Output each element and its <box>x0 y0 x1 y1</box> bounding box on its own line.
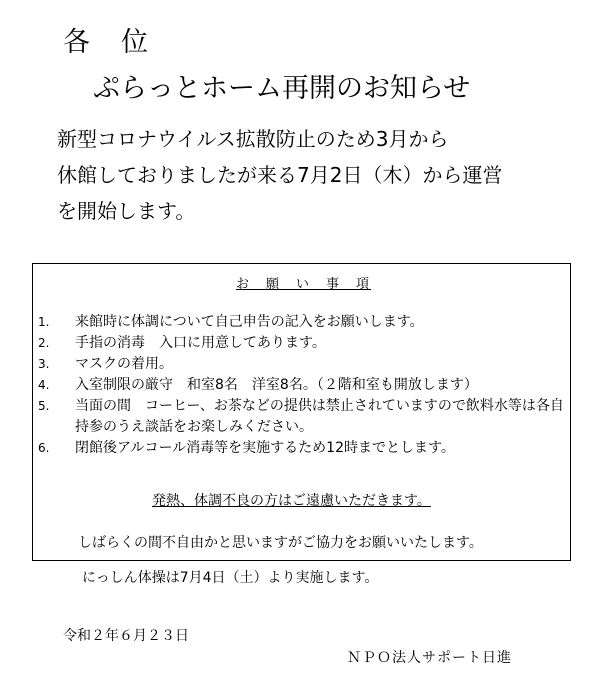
notice-heading: お 願 い 事 項 <box>236 277 372 292</box>
item-number: 1. <box>38 315 50 329</box>
item-text: 来館時に体調について自己申告の記入をお願いします。 <box>75 314 424 330</box>
intro-line: 休館しておりましたが来る7月2日（木）から運営 <box>57 163 503 187</box>
page-title: ぷらっとホーム再開のお知らせ <box>93 73 471 104</box>
request-item <box>38 354 578 375</box>
item-text: 閉館後アルコール消毒等を実施するため12時までとします。 <box>75 440 455 456</box>
health-warning: 発熱、体調不良の方はご遠慮いただきます。 <box>152 493 431 509</box>
exercise-notice: にっしん体操は7月4日（土）より実施します。 <box>82 570 379 586</box>
item-number: 2. <box>38 336 50 350</box>
item-text: マスクの着用。 <box>75 356 173 372</box>
item-text: 当面の間 コーヒー、お茶などの提供は禁止されていますので飲料水等は各自持参のうえ談話をお楽しみください。 <box>75 398 564 435</box>
closing-message: しばらくの間不自由かと思いますがご協力をお願いいたします。 <box>78 535 483 551</box>
item-number: 4. <box>38 378 50 392</box>
item-number: 6. <box>38 441 50 455</box>
item-text: 入室制限の厳守 和室8名 洋室8名。（２階和室も開放します） <box>75 377 478 393</box>
intro-paragraph <box>57 121 557 229</box>
intro-line: 新型コロナウイルス拡散防止のため3月から <box>57 127 449 151</box>
intro-line: を開始します。 <box>57 199 196 223</box>
item-number: 3. <box>38 357 50 371</box>
item-number: 5. <box>38 399 50 413</box>
organization-name: ＮＰＯ法人サポート日進 <box>347 650 512 666</box>
issue-date: 令和２年６月２３日 <box>63 628 189 644</box>
request-item <box>38 312 578 333</box>
request-list <box>38 312 578 459</box>
request-item <box>38 438 578 459</box>
request-item <box>38 375 578 396</box>
request-item <box>38 396 578 438</box>
request-item <box>38 333 578 354</box>
greeting: 各 位 <box>63 27 150 58</box>
item-text: 手指の消毒 入口に用意してあります。 <box>75 335 326 351</box>
